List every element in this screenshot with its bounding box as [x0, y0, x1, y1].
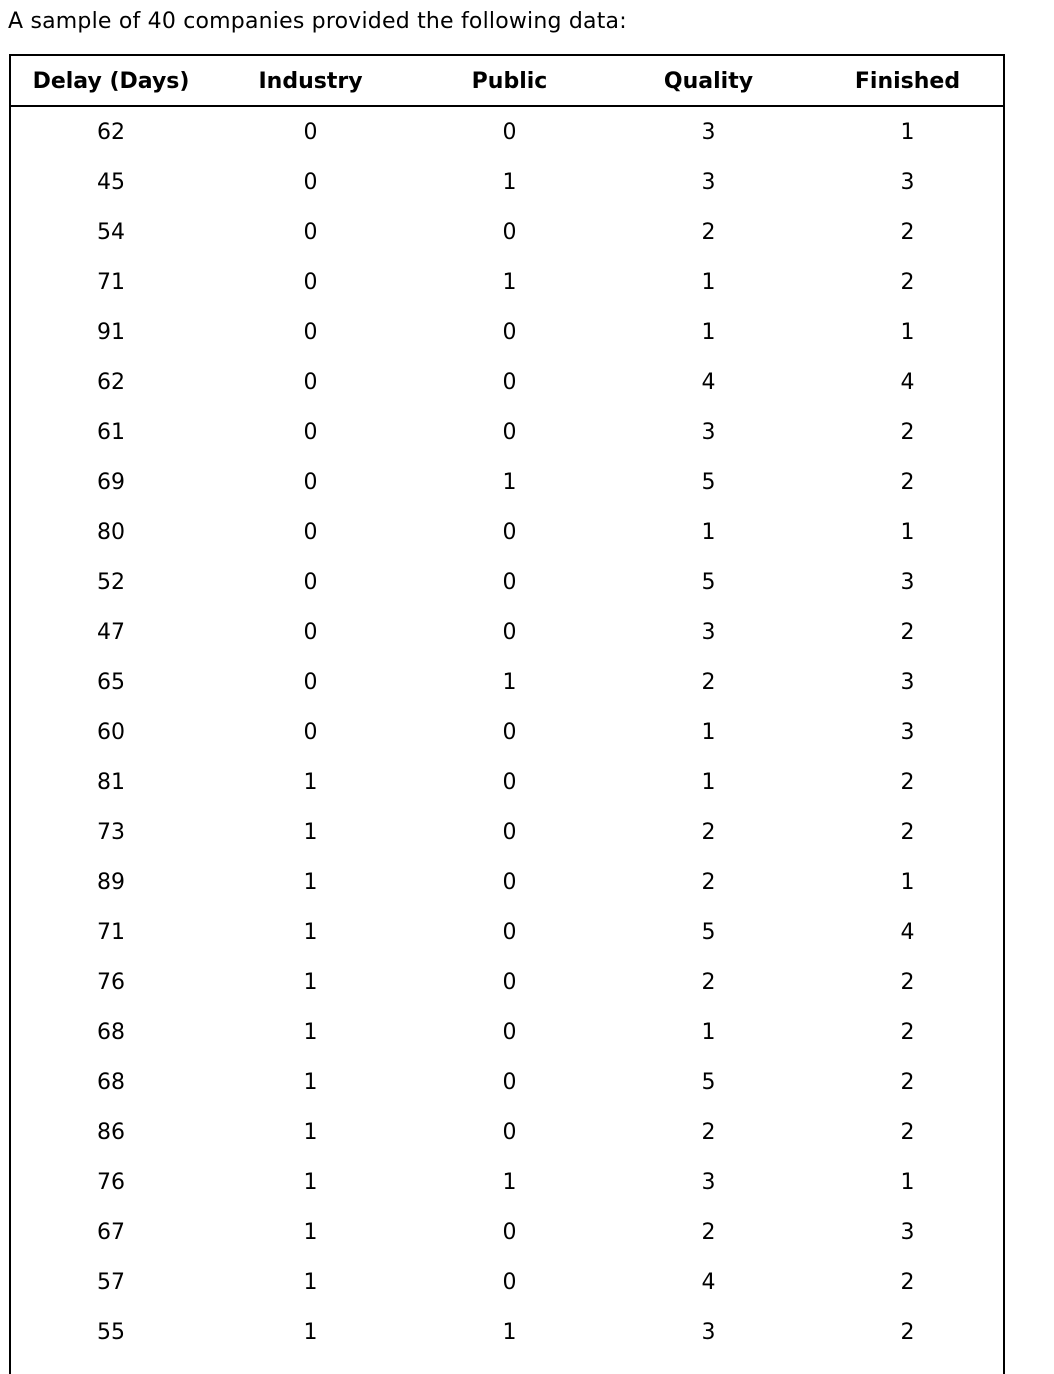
table-cell-delay: 89	[97, 870, 125, 895]
table-row	[11, 1058, 1003, 1108]
table-cell-public: 1	[502, 470, 517, 495]
table-cell-delay: 76	[97, 970, 125, 995]
table-cell-industry: 0	[303, 520, 318, 545]
table-cell-finished: 2	[900, 270, 915, 295]
table-cell-delay: 47	[97, 620, 125, 645]
table-header-row	[11, 56, 1003, 107]
table-cell-quality: 3	[701, 420, 716, 445]
table-cell-delay: 52	[97, 570, 125, 595]
table-row	[11, 808, 1003, 858]
table-cell-delay: 71	[97, 270, 125, 295]
table-cell-quality: 4	[701, 370, 716, 395]
table-cell-finished: 2	[900, 470, 915, 495]
table-cell-delay: 62	[97, 370, 125, 395]
table-cell-public: 0	[502, 320, 517, 345]
table-row	[11, 458, 1003, 508]
table-cell-quality: 2	[701, 1220, 716, 1245]
table-row	[11, 208, 1003, 258]
table-row	[11, 508, 1003, 558]
table-cell-quality: 1	[701, 520, 716, 545]
table-cell-finished: 2	[900, 1120, 915, 1145]
table-cell-public: 0	[502, 770, 517, 795]
table-row	[11, 1308, 1003, 1358]
table-cell-public: 1	[502, 170, 517, 195]
table-row	[11, 858, 1003, 908]
table-cell-finished: 2	[900, 420, 915, 445]
table-cell-delay: 57	[97, 1270, 125, 1295]
table-cell-finished: 2	[900, 1020, 915, 1045]
table-cell-industry: 0	[303, 120, 318, 145]
table-cell-public: 0	[502, 370, 517, 395]
table-row	[11, 558, 1003, 608]
table-cell-finished: 1	[900, 320, 915, 345]
table-cell-finished: 3	[900, 570, 915, 595]
table-cell-industry: 1	[303, 920, 318, 945]
table-row	[11, 158, 1003, 208]
table-cell-public: 0	[502, 720, 517, 745]
table-cell-industry: 0	[303, 170, 318, 195]
table-cell-quality: 5	[701, 1070, 716, 1095]
table-cell-finished: 2	[900, 820, 915, 845]
table-row	[11, 308, 1003, 358]
table-cell-public: 0	[502, 1220, 517, 1245]
table-cell-delay: 68	[97, 1020, 125, 1045]
table-cell-delay: 68	[97, 1070, 125, 1095]
table-cell-industry: 1	[303, 970, 318, 995]
table-cell-public: 0	[502, 1120, 517, 1145]
table-cell-public: 0	[502, 1070, 517, 1095]
table-row	[11, 708, 1003, 758]
table-cell-industry: 0	[303, 420, 318, 445]
table-cell-industry: 0	[303, 270, 318, 295]
table-row	[11, 1108, 1003, 1158]
table-cell-delay: 76	[97, 1170, 125, 1195]
table-cell-finished: 1	[900, 520, 915, 545]
table-cell-delay: 60	[97, 720, 125, 745]
table-cell-industry: 1	[303, 770, 318, 795]
table-cell-delay: 86	[97, 1120, 125, 1145]
column-header-public: Public	[471, 69, 548, 94]
table-row	[11, 958, 1003, 1008]
table-cell-finished: 2	[900, 1070, 915, 1095]
column-header-finished: Finished	[854, 69, 961, 94]
table-cell-industry: 0	[303, 670, 318, 695]
table-cell-quality: 2	[701, 220, 716, 245]
table-cell-finished: 4	[900, 370, 915, 395]
table-row	[11, 608, 1003, 658]
table-cell-industry: 0	[303, 370, 318, 395]
table-cell-quality: 1	[701, 270, 716, 295]
table-cell-industry: 1	[303, 1120, 318, 1145]
table-cell-industry: 1	[303, 1320, 318, 1345]
table-row	[11, 1158, 1003, 1208]
table-cell-industry: 1	[303, 1220, 318, 1245]
table-cell-finished: 3	[900, 1220, 915, 1245]
table-row	[11, 758, 1003, 808]
table-cell-finished: 2	[900, 1320, 915, 1345]
table-cell-industry: 0	[303, 620, 318, 645]
table-cell-quality: 5	[701, 570, 716, 595]
table-row	[11, 1208, 1003, 1258]
table-cell-quality: 2	[701, 670, 716, 695]
table-cell-public: 0	[502, 870, 517, 895]
intro-text: A sample of 40 companies provided the following data:	[8, 9, 627, 34]
table-cell-industry: 1	[303, 1270, 318, 1295]
table-cell-industry: 1	[303, 820, 318, 845]
table-cell-finished: 3	[900, 670, 915, 695]
table-cell-quality: 2	[701, 820, 716, 845]
table-cell-delay: 67	[97, 1220, 125, 1245]
table-cell-public: 0	[502, 820, 517, 845]
column-header-industry: Industry	[258, 69, 363, 94]
table-cell-public: 1	[502, 1170, 517, 1195]
table-cell-finished: 2	[900, 970, 915, 995]
table-cell-industry: 0	[303, 320, 318, 345]
table-cell-finished: 2	[900, 770, 915, 795]
table-cell-delay: 61	[97, 420, 125, 445]
table-cell-industry: 0	[303, 570, 318, 595]
column-header-delay: Delay (Days)	[32, 69, 190, 94]
table-row	[11, 1258, 1003, 1308]
table-cell-industry: 1	[303, 870, 318, 895]
table-cell-delay: 81	[97, 770, 125, 795]
table-cell-industry: 1	[303, 1020, 318, 1045]
table-cell-public: 0	[502, 620, 517, 645]
table-cell-public: 0	[502, 570, 517, 595]
table-cell-quality: 5	[701, 470, 716, 495]
table-row	[11, 658, 1003, 708]
table-cell-finished: 4	[900, 920, 915, 945]
table-cell-delay: 54	[97, 220, 125, 245]
table-cell-public: 1	[502, 1320, 517, 1345]
table-body	[11, 107, 1003, 1358]
table-cell-industry: 0	[303, 720, 318, 745]
table-cell-public: 0	[502, 970, 517, 995]
table-cell-quality: 3	[701, 620, 716, 645]
table-cell-quality: 1	[701, 720, 716, 745]
table-cell-delay: 80	[97, 520, 125, 545]
table-cell-industry: 1	[303, 1070, 318, 1095]
data-table	[9, 54, 1005, 1374]
table-cell-industry: 1	[303, 1170, 318, 1195]
table-cell-finished: 1	[900, 120, 915, 145]
table-row	[11, 908, 1003, 958]
table-cell-finished: 2	[900, 1270, 915, 1295]
table-row	[11, 108, 1003, 158]
table-cell-finished: 1	[900, 870, 915, 895]
table-cell-quality: 5	[701, 920, 716, 945]
table-cell-delay: 69	[97, 470, 125, 495]
table-cell-delay: 62	[97, 120, 125, 145]
table-cell-quality: 3	[701, 1320, 716, 1345]
table-cell-public: 0	[502, 220, 517, 245]
table-cell-public: 0	[502, 1020, 517, 1045]
table-cell-finished: 2	[900, 620, 915, 645]
table-cell-quality: 1	[701, 320, 716, 345]
table-row	[11, 358, 1003, 408]
table-cell-delay: 71	[97, 920, 125, 945]
table-cell-finished: 3	[900, 170, 915, 195]
table-cell-delay: 73	[97, 820, 125, 845]
table-cell-delay: 65	[97, 670, 125, 695]
table-row	[11, 408, 1003, 458]
column-header-quality: Quality	[663, 69, 754, 94]
table-cell-quality: 1	[701, 1020, 716, 1045]
table-cell-public: 0	[502, 1270, 517, 1295]
table-cell-industry: 0	[303, 470, 318, 495]
table-cell-public: 0	[502, 120, 517, 145]
table-cell-quality: 3	[701, 120, 716, 145]
table-cell-finished: 2	[900, 220, 915, 245]
table-cell-delay: 91	[97, 320, 125, 345]
table-row	[11, 1008, 1003, 1058]
table-cell-public: 0	[502, 520, 517, 545]
table-cell-quality: 2	[701, 870, 716, 895]
table-cell-delay: 55	[97, 1320, 125, 1345]
table-cell-delay: 45	[97, 170, 125, 195]
table-row	[11, 258, 1003, 308]
table-cell-quality: 2	[701, 1120, 716, 1145]
table-cell-finished: 3	[900, 720, 915, 745]
table-cell-public: 0	[502, 420, 517, 445]
table-cell-quality: 3	[701, 1170, 716, 1195]
table-cell-quality: 3	[701, 170, 716, 195]
table-cell-public: 1	[502, 670, 517, 695]
table-cell-quality: 1	[701, 770, 716, 795]
table-cell-quality: 2	[701, 970, 716, 995]
table-cell-public: 0	[502, 920, 517, 945]
table-cell-finished: 1	[900, 1170, 915, 1195]
table-cell-quality: 4	[701, 1270, 716, 1295]
table-cell-industry: 0	[303, 220, 318, 245]
table-cell-public: 1	[502, 270, 517, 295]
